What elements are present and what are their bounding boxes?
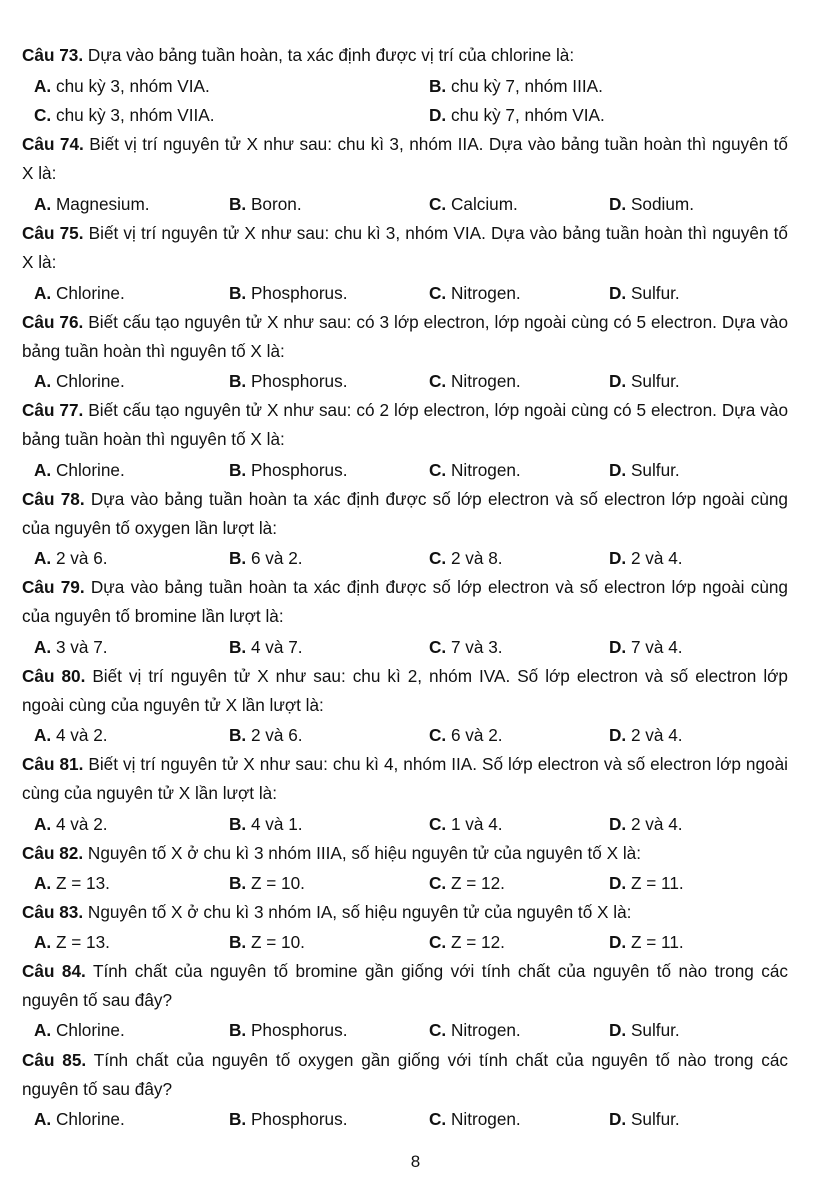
option-letter: A.: [34, 460, 52, 480]
question-stem: [22, 573, 788, 631]
option-text: Sodium.: [630, 194, 695, 214]
question-text: Biết cấu tạo nguyên tử X như sau: có 3 lớp electron, lớp ngoài cùng có 5 electron. Dựa vào bảng tuần hoàn thì nguyên tố X là:: [22, 312, 789, 361]
option-text: 7 và 4.: [630, 637, 683, 657]
option-letter: A.: [34, 194, 52, 214]
answer-option: [229, 544, 303, 573]
option-letter: A.: [34, 371, 52, 391]
answer-option: [34, 367, 125, 396]
answer-option: [429, 101, 605, 130]
option-text: 4 và 2.: [55, 814, 108, 834]
option-letter: B.: [229, 1109, 247, 1129]
question-stem: [22, 219, 788, 277]
option-letter: D.: [609, 814, 627, 834]
option-text: chu kỳ 3, nhóm VIIA.: [55, 105, 215, 125]
option-text: Sulfur.: [630, 283, 680, 303]
answer-option: [609, 633, 683, 662]
option-text: Sulfur.: [630, 371, 680, 391]
answer-option: [429, 633, 503, 662]
option-letter: B.: [229, 1020, 247, 1040]
question-stem: [22, 898, 788, 927]
option-letter: A.: [34, 1020, 52, 1040]
option-text: Z = 13.: [55, 873, 110, 893]
question-text: Biết vị trí nguyên tử X như sau: chu kì 3, nhóm IIA. Dựa vào bảng tuần hoàn thì nguyên tố X là:: [22, 134, 788, 183]
option-text: 2 và 4.: [630, 814, 683, 834]
answer-option: [609, 810, 683, 839]
question-text: Biết vị trí nguyên tử X như sau: chu kì 4, nhóm IIA. Số lớp electron và số electron lớp ngoài cùng của nguyên tử X lần lượt là:: [22, 754, 788, 803]
question-stem: [22, 957, 788, 1015]
option-letter: D.: [609, 637, 627, 657]
answer-option: [429, 721, 503, 750]
option-letter: B.: [229, 873, 247, 893]
option-text: Sulfur.: [630, 1109, 680, 1129]
option-text: 1 và 4.: [450, 814, 503, 834]
answer-option: [609, 1016, 680, 1045]
option-letter: B.: [229, 814, 247, 834]
option-letter: D.: [609, 460, 627, 480]
option-text: Nitrogen.: [450, 371, 521, 391]
question-text: Biết vị trí nguyên tử X như sau: chu kì 3, nhóm VIA. Dựa vào bảng tuần hoàn thì nguyên tố X là:: [22, 223, 788, 272]
answer-option: [429, 1105, 521, 1134]
option-text: chu kỳ 7, nhóm VIA.: [450, 105, 605, 125]
answer-option: [229, 279, 347, 308]
option-text: Magnesium.: [55, 194, 150, 214]
option-letter: C.: [34, 105, 52, 125]
answer-option: [429, 279, 521, 308]
answer-option: [609, 928, 684, 957]
answer-option: [429, 544, 503, 573]
option-letter: C.: [429, 371, 447, 391]
option-text: Z = 13.: [55, 932, 110, 952]
option-text: 4 và 1.: [250, 814, 303, 834]
question-stem: [22, 485, 788, 543]
option-letter: C.: [429, 637, 447, 657]
option-text: Z = 11.: [630, 873, 684, 893]
option-text: Nitrogen.: [450, 1109, 521, 1129]
answer-option: [229, 367, 347, 396]
option-text: Z = 10.: [250, 873, 305, 893]
option-letter: A.: [34, 873, 52, 893]
answer-option: [229, 633, 303, 662]
answer-option: [34, 1105, 125, 1134]
option-text: 2 và 8.: [450, 548, 503, 568]
option-letter: B.: [229, 460, 247, 480]
option-text: Phosphorus.: [250, 1109, 348, 1129]
option-letter: D.: [609, 371, 627, 391]
option-letter: A.: [34, 932, 52, 952]
answer-option: [34, 928, 110, 957]
answer-option: [429, 72, 603, 101]
answer-option: [429, 869, 505, 898]
answer-option: [229, 1105, 347, 1134]
question-text: Biết vị trí nguyên tử X như sau: chu kì 2, nhóm IVA. Số lớp electron và số electron lớp ngoài cùng của nguyên tử X lần lượt là:: [22, 666, 788, 715]
answer-option: [34, 190, 150, 219]
question-number: Câu 85.: [22, 1050, 87, 1070]
option-text: Phosphorus.: [250, 283, 348, 303]
answer-option: [229, 810, 303, 839]
question-stem: [22, 308, 788, 366]
page-number: 8: [410, 1152, 421, 1171]
question-number: Câu 78.: [22, 489, 85, 509]
option-letter: C.: [429, 1109, 447, 1129]
question-text: Tính chất của nguyên tố bromine gần giống với tính chất của nguyên tố nào trong các nguyên tố sau đây?: [22, 961, 789, 1010]
answer-option: [609, 367, 680, 396]
option-letter: C.: [429, 1020, 447, 1040]
option-letter: A.: [34, 76, 52, 96]
question-stem: [22, 750, 788, 808]
option-letter: D.: [609, 548, 627, 568]
option-text: Boron.: [250, 194, 302, 214]
answer-option: [34, 456, 125, 485]
option-letter: A.: [34, 637, 52, 657]
option-text: 2 và 6.: [250, 725, 303, 745]
question-text: Biết cấu tạo nguyên tử X như sau: có 2 lớp electron, lớp ngoài cùng có 5 electron. Dựa vào bảng tuần hoàn thì nguyên tố X là:: [22, 400, 789, 449]
option-letter: A.: [34, 1109, 52, 1129]
question-text: Dựa vào bảng tuần hoàn ta xác định được số lớp electron và số electron lớp ngoài cùng của nguyên tố bromine lần lượt là:: [22, 577, 788, 626]
question-number: Câu 81.: [22, 754, 84, 774]
answer-option: [34, 633, 108, 662]
answer-option: [34, 869, 110, 898]
answer-option: [34, 279, 125, 308]
option-text: 6 và 2.: [450, 725, 503, 745]
question-text: Dựa vào bảng tuần hoàn ta xác định được số lớp electron và số electron lớp ngoài cùng của nguyên tố oxygen lần lượt là:: [22, 489, 788, 538]
answer-option: [229, 928, 305, 957]
option-text: Chlorine.: [55, 1020, 125, 1040]
answer-option: [429, 810, 503, 839]
option-letter: A.: [34, 814, 52, 834]
answer-option: [609, 456, 680, 485]
option-text: 2 và 4.: [630, 548, 683, 568]
question-text: Tính chất của nguyên tố oxygen gần giống với tính chất của nguyên tố nào trong các nguyên tố sau đây?: [22, 1050, 789, 1099]
option-text: Z = 12.: [450, 873, 505, 893]
answer-option: [429, 456, 521, 485]
option-text: 6 và 2.: [250, 548, 303, 568]
option-letter: C.: [429, 814, 447, 834]
answer-option: [429, 190, 518, 219]
question-number: Câu 77.: [22, 400, 84, 420]
option-letter: B.: [229, 194, 247, 214]
option-text: 3 và 7.: [55, 637, 108, 657]
question-number: Câu 74.: [22, 134, 84, 154]
question-stem: [22, 1046, 788, 1104]
question-number: Câu 84.: [22, 961, 86, 981]
option-letter: C.: [429, 283, 447, 303]
answer-option: [34, 1016, 125, 1045]
option-letter: D.: [609, 932, 627, 952]
question-number: Câu 76.: [22, 312, 84, 332]
option-letter: C.: [429, 725, 447, 745]
option-letter: B.: [229, 932, 247, 952]
option-text: chu kỳ 3, nhóm VIA.: [55, 76, 210, 96]
answer-option: [609, 1105, 680, 1134]
answer-option: [229, 190, 302, 219]
option-letter: C.: [429, 873, 447, 893]
option-letter: D.: [609, 1020, 627, 1040]
question-stem: [22, 130, 788, 188]
question-text: Nguyên tố X ở chu kì 3 nhóm IIIA, số hiệu nguyên tử của nguyên tố X là:: [87, 843, 641, 863]
answer-option: [34, 72, 210, 101]
question-stem: [22, 41, 788, 70]
option-letter: B.: [229, 283, 247, 303]
option-text: Phosphorus.: [250, 460, 348, 480]
question-number: Câu 73.: [22, 45, 84, 65]
answer-option: [229, 456, 347, 485]
question-number: Câu 83.: [22, 902, 84, 922]
answer-option: [429, 1016, 521, 1045]
option-letter: D.: [429, 105, 447, 125]
answer-option: [609, 544, 683, 573]
option-text: Z = 12.: [450, 932, 505, 952]
option-letter: C.: [429, 932, 447, 952]
option-letter: D.: [609, 873, 627, 893]
question-text: Nguyên tố X ở chu kì 3 nhóm IA, số hiệu nguyên tử của nguyên tố X là:: [87, 902, 632, 922]
option-letter: B.: [229, 548, 247, 568]
option-text: 7 và 3.: [450, 637, 503, 657]
option-text: Z = 11.: [630, 932, 684, 952]
option-text: chu kỳ 7, nhóm IIIA.: [450, 76, 603, 96]
option-text: Chlorine.: [55, 371, 125, 391]
option-text: Chlorine.: [55, 1109, 125, 1129]
option-letter: C.: [429, 548, 447, 568]
answer-option: [34, 544, 108, 573]
answer-option: [229, 721, 303, 750]
option-letter: C.: [429, 460, 447, 480]
option-letter: B.: [429, 76, 447, 96]
option-text: Nitrogen.: [450, 1020, 521, 1040]
option-letter: D.: [609, 1109, 627, 1129]
question-number: Câu 80.: [22, 666, 86, 686]
option-text: Sulfur.: [630, 1020, 680, 1040]
answer-option: [34, 810, 108, 839]
question-stem: [22, 396, 788, 454]
option-letter: D.: [609, 194, 627, 214]
answer-option: [609, 869, 684, 898]
option-text: 4 và 2.: [55, 725, 108, 745]
question-number: Câu 75.: [22, 223, 84, 243]
answer-option: [229, 869, 305, 898]
option-letter: D.: [609, 283, 627, 303]
option-letter: A.: [34, 548, 52, 568]
option-text: 2 và 4.: [630, 725, 683, 745]
option-text: Calcium.: [450, 194, 518, 214]
question-number: Câu 79.: [22, 577, 85, 597]
option-letter: B.: [229, 725, 247, 745]
question-number: Câu 82.: [22, 843, 84, 863]
option-letter: A.: [34, 283, 52, 303]
answer-option: [229, 1016, 347, 1045]
option-text: Phosphorus.: [250, 1020, 348, 1040]
option-letter: B.: [229, 637, 247, 657]
question-text: Dựa vào bảng tuần hoàn, ta xác định được vị trí của chlorine là:: [87, 45, 575, 65]
question-stem: [22, 662, 788, 720]
option-text: Chlorine.: [55, 283, 125, 303]
option-letter: D.: [609, 725, 627, 745]
option-text: Phosphorus.: [250, 371, 348, 391]
answer-option: [609, 190, 694, 219]
option-text: Nitrogen.: [450, 460, 521, 480]
answer-option: [609, 721, 683, 750]
option-text: Z = 10.: [250, 932, 305, 952]
option-letter: B.: [229, 371, 247, 391]
answer-option: [34, 721, 108, 750]
answer-option: [34, 101, 215, 130]
option-text: Chlorine.: [55, 460, 125, 480]
answer-option: [609, 279, 680, 308]
option-letter: C.: [429, 194, 447, 214]
option-letter: A.: [34, 725, 52, 745]
question-stem: [22, 839, 788, 868]
option-text: 2 và 6.: [55, 548, 108, 568]
option-text: Nitrogen.: [450, 283, 521, 303]
option-text: 4 và 7.: [250, 637, 303, 657]
answer-option: [429, 928, 505, 957]
option-text: Sulfur.: [630, 460, 680, 480]
answer-option: [429, 367, 521, 396]
